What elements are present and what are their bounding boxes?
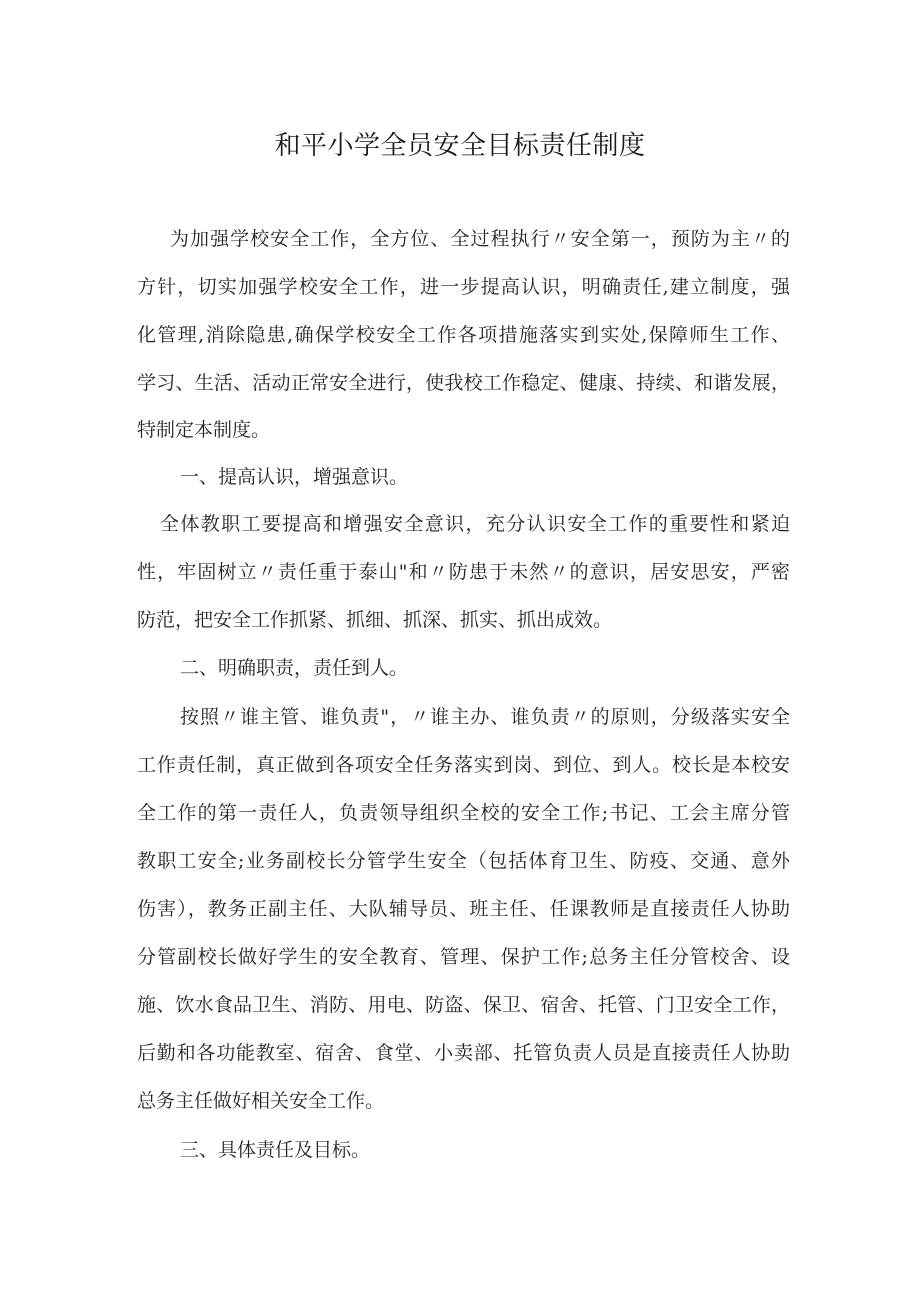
section2-paragraph-line: 伤害），教务正副主任、大队辅导员、班主任、任课教师是直接责任人协助	[137, 898, 790, 920]
intro-paragraph-line: 学习、生活、活动正常安全进行，使我校工作稳定、健康、持续、和谐发展，	[137, 372, 790, 394]
section2-paragraph-line: 工作责任制，真正做到各项安全任务落实到岗、到位、到人。校长是本校安	[137, 754, 790, 776]
intro-paragraph-line: 化管理,消除隐患,确保学校安全工作各项措施落实到实处,保障师生工作、	[137, 324, 790, 346]
intro-paragraph-line: 特制定本制度。	[137, 419, 271, 441]
section-heading: 一、提高认识，增强意识。	[180, 466, 409, 488]
section-heading: 二、明确职责，责任到人。	[180, 657, 409, 679]
section-heading: 三、具体责任及目标。	[180, 1139, 371, 1161]
section2-paragraph-line: 教职工安全;业务副校长分管学生安全（包括体育卫生、防疫、交通、意外	[137, 850, 790, 872]
section2-paragraph-line: 后勤和各功能教室、宿舍、食堂、小卖部、托管负责人员是直接责任人协助	[137, 1042, 790, 1064]
section1-paragraph-line: 性，牢固树立〃责任重于泰山"和〃防患于未然〃的意识，居安思安，严密	[137, 561, 790, 583]
intro-paragraph-line: 方针，切实加强学校安全工作，进一步提高认识，明确责任,建立制度，强	[137, 276, 790, 298]
section2-paragraph-line: 分管副校长做好学生的安全教育、管理、保护工作;总务主任分管校舍、设	[137, 946, 790, 968]
section1-paragraph-line: 全体教职工要提高和增强安全意识，充分认识安全工作的重要性和紧迫	[160, 513, 790, 535]
section2-paragraph-line: 按照〃谁主管、谁负责"，〃谁主办、谁负责〃的原则，分级落实安全	[180, 706, 790, 728]
document-title: 和平小学全员安全目标责任制度	[274, 131, 646, 161]
section1-paragraph-line: 防范，把安全工作抓紧、抓细、抓深、抓实、抓出成效。	[137, 609, 613, 631]
section2-paragraph-line: 总务主任做好相关安全工作。	[137, 1090, 385, 1112]
section2-paragraph-line: 施、饮水食品卫生、消防、用电、防盗、保卫、宿舍、托管、门卫安全工作，	[137, 994, 790, 1016]
intro-paragraph-line: 为加强学校安全工作，全方位、全过程执行〃安全第一，预防为主〃的	[170, 228, 790, 250]
section2-paragraph-line: 全工作的第一责任人，负责领导组织全校的安全工作;书记、工会主席分管	[137, 802, 790, 824]
